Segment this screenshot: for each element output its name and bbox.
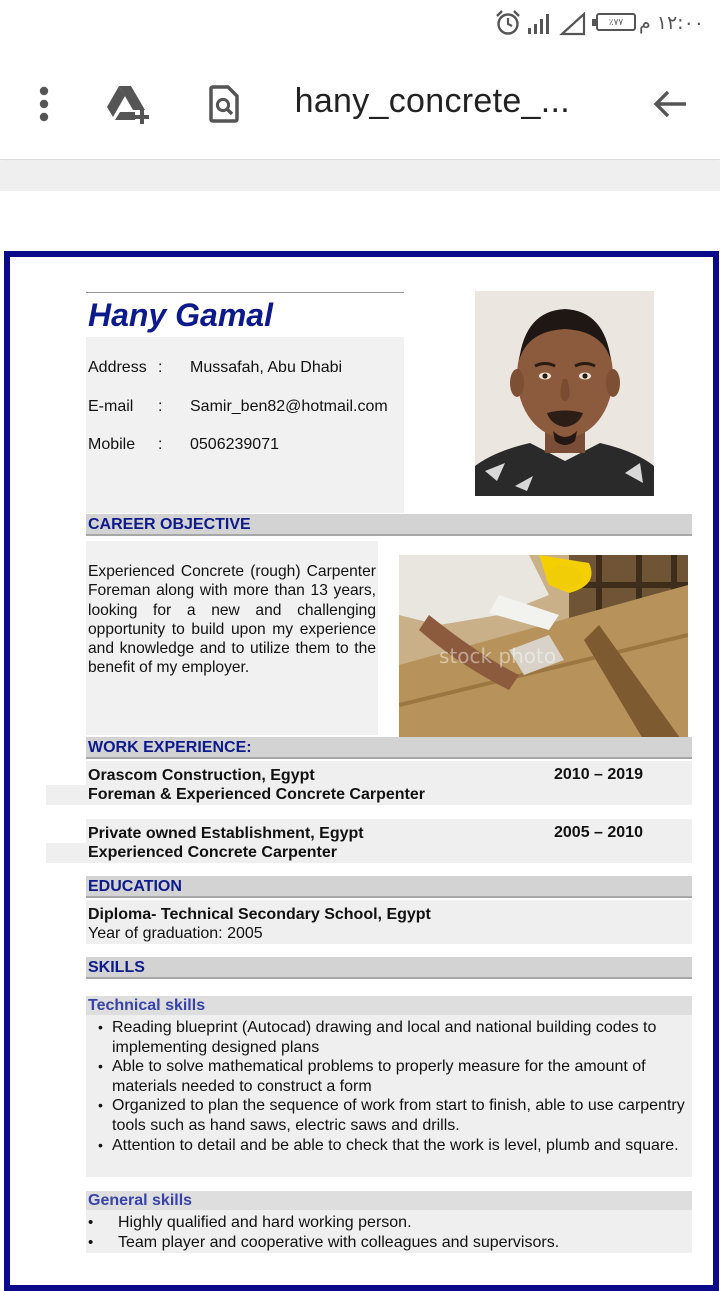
carpentry-photo	[399, 555, 688, 749]
skills-heading: SKILLS	[86, 957, 692, 979]
email-value: Samir_ben82@hotmail.com	[190, 398, 388, 415]
name-rule	[86, 292, 404, 293]
colon: :	[158, 398, 163, 415]
battery-icon	[596, 13, 636, 31]
work-experience-heading: WORK EXPERIENCE:	[86, 737, 692, 759]
colon: :	[158, 359, 163, 376]
education-heading: EDUCATION	[86, 876, 692, 898]
mobile-label: Mobile	[88, 436, 136, 453]
email-label: E-mail	[88, 398, 134, 415]
job-role: Foreman & Experienced Concrete Carpenter	[88, 786, 425, 803]
job-years: 2010 – 2019	[554, 766, 643, 783]
back-button[interactable]	[642, 76, 698, 132]
stock-photo-watermark: stock photo	[439, 644, 557, 668]
more-options-button[interactable]	[16, 76, 72, 132]
list-item: • Team player and cooperative with colleagues and supervisors.	[86, 1233, 690, 1253]
job-years: 2005 – 2010	[554, 824, 643, 841]
mobile-value: 0506239071	[190, 436, 279, 453]
find-in-document-button[interactable]	[196, 76, 252, 132]
education-diploma: Diploma- Technical Secondary School, Egypt	[88, 906, 431, 923]
clock: ١٢:٠٠ م	[638, 12, 704, 34]
list-item: • Organized to plan the sequence of work from start to finish, able to use carpentry tools such as hand saws, electric saws and drills.	[98, 1096, 690, 1135]
contact-box	[86, 337, 404, 513]
address-label: Address	[88, 359, 147, 376]
technical-skills-heading: Technical skills	[86, 996, 692, 1015]
candidate-name: Hany Gamal	[88, 297, 273, 333]
find-in-page-icon	[207, 84, 241, 124]
status-bar	[0, 0, 720, 48]
app-toolbar	[0, 48, 720, 160]
add-to-drive-icon	[105, 84, 151, 124]
list-item: • Able to solve mathematical problems to properly measure for the amount of materials needed to construct a form	[98, 1057, 690, 1096]
job-company: Private owned Establishment, Egypt	[88, 825, 364, 842]
career-objective-heading: CAREER OBJECTIVE	[86, 514, 692, 536]
more-vert-icon	[38, 86, 50, 122]
general-skills-heading: General skills	[86, 1191, 692, 1210]
document-title: hany_concrete_...	[294, 82, 570, 120]
technical-skills-list	[98, 1018, 690, 1155]
general-skills-list	[86, 1213, 690, 1252]
list-item: • Highly qualified and hard working person.	[86, 1213, 690, 1233]
list-item: • Reading blueprint (Autocad) drawing and local and national building codes to implementing designed plans	[98, 1018, 690, 1057]
colon: :	[158, 436, 163, 453]
list-item: • Attention to detail and be able to check that the work is level, plumb and square.	[98, 1136, 690, 1156]
career-objective-text: Experienced Concrete (rough) Carpenter Foreman along with more than 13 years, looking for a new and challenging opportunity to build upon my experience and knowledge and to utilize them to the benefit of my employer.	[88, 563, 376, 677]
profile-photo	[475, 291, 654, 496]
job-role: Experienced Concrete Carpenter	[88, 844, 337, 861]
resume-page[interactable]	[4, 251, 719, 1291]
job-company: Orascom Construction, Egypt	[88, 767, 315, 784]
battery-level: ٪٧٧	[608, 17, 624, 27]
graduation-year: Year of graduation: 2005	[88, 925, 263, 942]
signal-icon	[528, 12, 586, 36]
toolbar-shadow-strip	[0, 161, 720, 191]
address-value: Mussafah, Abu Dhabi	[190, 359, 343, 376]
add-to-drive-button[interactable]	[100, 76, 156, 132]
alarm-clock-icon	[494, 9, 522, 37]
back-arrow-icon	[652, 89, 688, 119]
